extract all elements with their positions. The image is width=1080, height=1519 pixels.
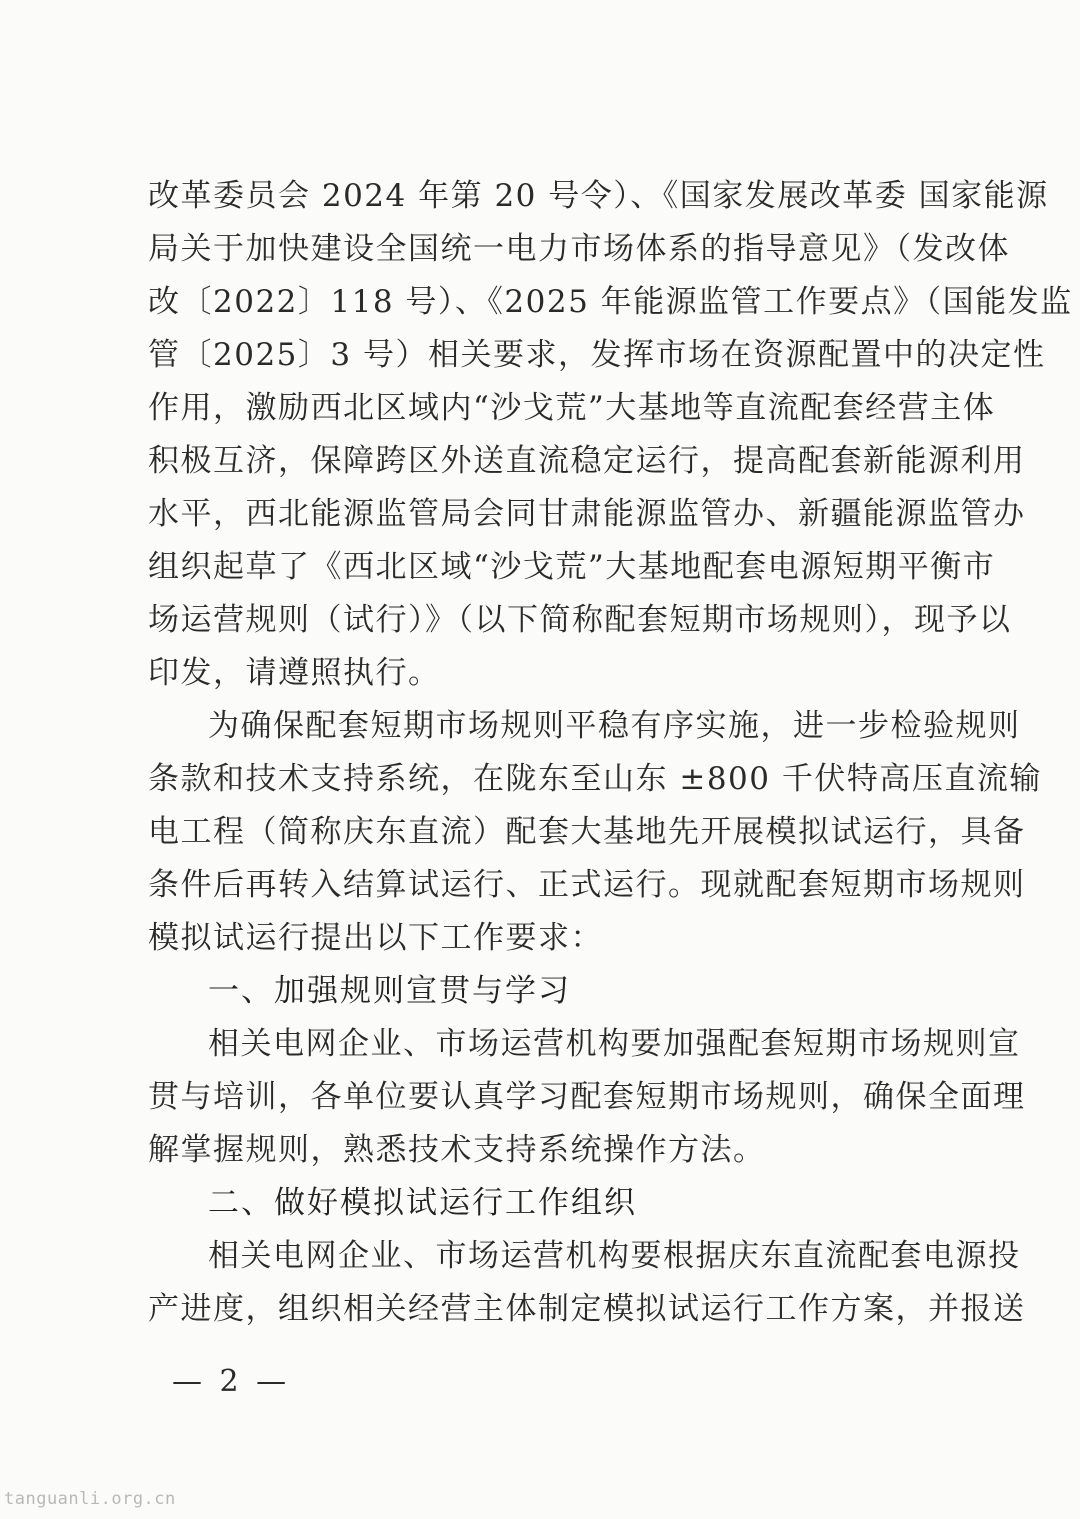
text-line: 局关于加快建设全国统一电力市场体系的指导意见》（发改体 xyxy=(148,231,1010,267)
text-line: 贯与培训，各单位要认真学习配套短期市场规则，确保全面理 xyxy=(148,1079,1026,1115)
text-line: 条件后再转入结算试运行、正式运行。现就配套短期市场规则 xyxy=(148,867,1026,903)
section-heading: 二、做好模拟试运行工作组织 xyxy=(208,1185,637,1221)
section-heading: 一、加强规则宣贯与学习 xyxy=(208,973,571,1009)
text-line: 相关电网企业、市场运营机构要加强配套短期市场规则宣 xyxy=(208,1026,1021,1062)
text-line: 为确保配套短期市场规则平稳有序实施，进一步检验规则 xyxy=(208,708,1021,744)
text-line: 组织起草了《西北区域“沙戈荒”大基地配套电源短期平衡市 xyxy=(148,549,996,585)
text-line: 积极互济，保障跨区外送直流稳定运行，提高配套新能源利用 xyxy=(148,443,1026,479)
text-line: 场运营规则（试行）》（以下简称配套短期市场规则），现予以 xyxy=(148,602,1012,638)
text-line: 相关电网企业、市场运营机构要根据庆东直流配套电源投 xyxy=(208,1238,1021,1274)
text-line: 条款和技术支持系统，在陇东至山东 ±800 千伏特高压直流输 xyxy=(148,761,1042,797)
text-line: 管〔2025〕3 号）相关要求，发挥市场在资源配置中的决定性 xyxy=(148,337,1046,373)
page-number: — 2 — xyxy=(172,1364,291,1399)
text-line: 作用，激励西北区域内“沙戈荒”大基地等直流配套经营主体 xyxy=(148,390,996,426)
text-line: 印发，请遵照执行。 xyxy=(148,655,441,691)
text-line: 水平，西北能源监管局会同甘肃能源监管办、新疆能源监管办 xyxy=(148,496,1026,532)
text-line: 电工程（简称庆东直流）配套大基地先开展模拟试运行，具备 xyxy=(148,814,1026,850)
watermark-text: tanguanli.org.cn xyxy=(4,1489,176,1509)
text-line: 改〔2022〕118 号）、《2025 年能源监管工作要点》（国能发监 xyxy=(148,284,1073,320)
text-line: 模拟试运行提出以下工作要求： xyxy=(148,920,603,956)
text-line: 产进度，组织相关经营主体制定模拟试运行工作方案，并报送 xyxy=(148,1291,1026,1327)
text-line: 改革委员会 2024 年第 20 号令）、《国家发展改革委 国家能源 xyxy=(148,178,1049,214)
text-line: 解掌握规则，熟悉技术支持系统操作方法。 xyxy=(148,1132,766,1168)
